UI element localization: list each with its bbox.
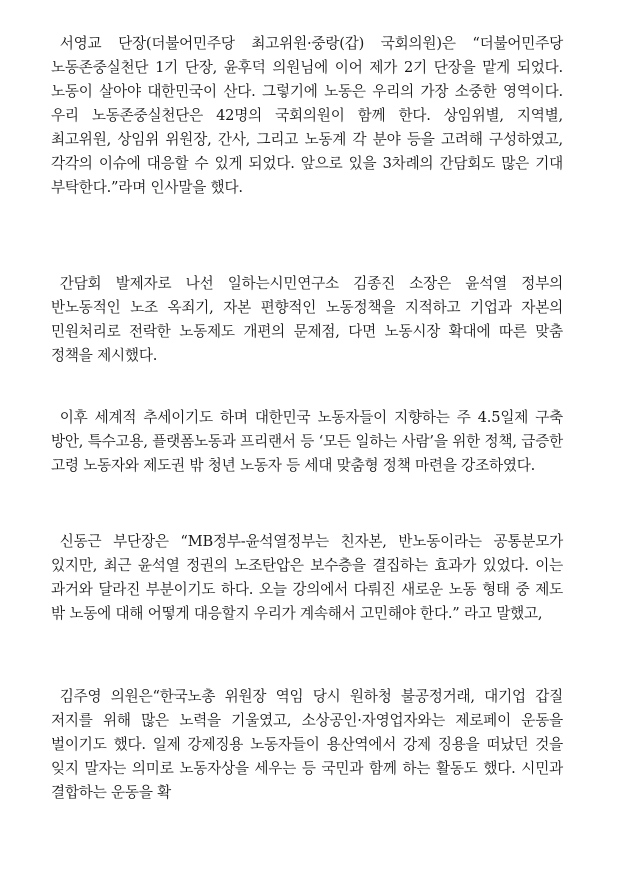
paragraph-lawmaker-remarks: 김주영 의원은“한국노총 위원장 역임 당시 원하청 불공정거래, 대기업 갑질 저지를 위해 많은 노력을 기울였고, 소상공인·자영업자와는 제로페이 운동을 벌이기도 했다. 일제 강제징용 노동자들이 용산역에서 강제 징용을 떠났던 것을 잊지 말자는 의미로 노동자상을 세우는 등 국민과 함께 하는 활동도 했다. 시민과 결합하는 운동을 확 — [51, 688, 563, 801]
paragraph-presentation: 간담회 발제자로 나선 일하는시민연구소 김종진 소장은 윤석열 정부의 반노동적인 노조 옥죄기, 자본 편향적인 노동정책을 지적하고 기업과 자본의 민원처리로 전락한 노동제도 개편의 문제점, 다면 노동시장 확대에 따른 맞춤 정책을 제시했다. — [51, 275, 563, 364]
paragraph-opening-remarks: 서영교 단장(더불어민주당 최고위원·중랑(갑) 국회의원)은 “더불어민주당 노동존중실천단 1기 단장, 윤후덕 의원님에 이어 제가 2기 단장을 맡게 되었다. 노동이 살아야 대한민국이 산다. 그렇기에 노동은 우리의 가장 소중한 영역이다. 우리 노동존중실천단은 42명의 국회의원이 함께 한다. 상임위별, 지역별, 최고위원, 상임위 위원장, 간사, 그리고 노동계 각 분야 등을 고려해 구성하였고, 각각의 이슈에 대응할 수 있게 되었다. 앞으로 있을 3차례의 간담회도 많은 기대 부탁한다.”라며 인사말을 했다. — [51, 35, 563, 196]
paragraph-deputy-head-remarks: 신동근 부단장은 “MB정부-윤석열정부는 친자본, 반노동이라는 공통분모가 있지만, 최근 윤석열 정권의 노조탄압은 보수층을 결집하는 효과가 있었다. 이는 과거와 달라진 부분이기도 하다. 오늘 강의에서 다뤄진 새로운 노동 형태 중 제도 밖 노동에 대해 어떻게 대응할지 우리가 계속해서 고민해야 한다.” 라고 말했고, — [51, 533, 563, 622]
paragraph-policy-proposals: 이후 세계적 추세이기도 하며 대한민국 노동자들이 지향하는 주 4.5일제 구축 방안, 특수고용, 플랫폼노동과 프리랜서 등 ‘모든 일하는 사람’을 위한 정책, 급증한 고령 노동자와 제도권 밖 청년 노동자 등 세대 맞춤형 정책 마련을 강조하였다. — [51, 409, 563, 474]
